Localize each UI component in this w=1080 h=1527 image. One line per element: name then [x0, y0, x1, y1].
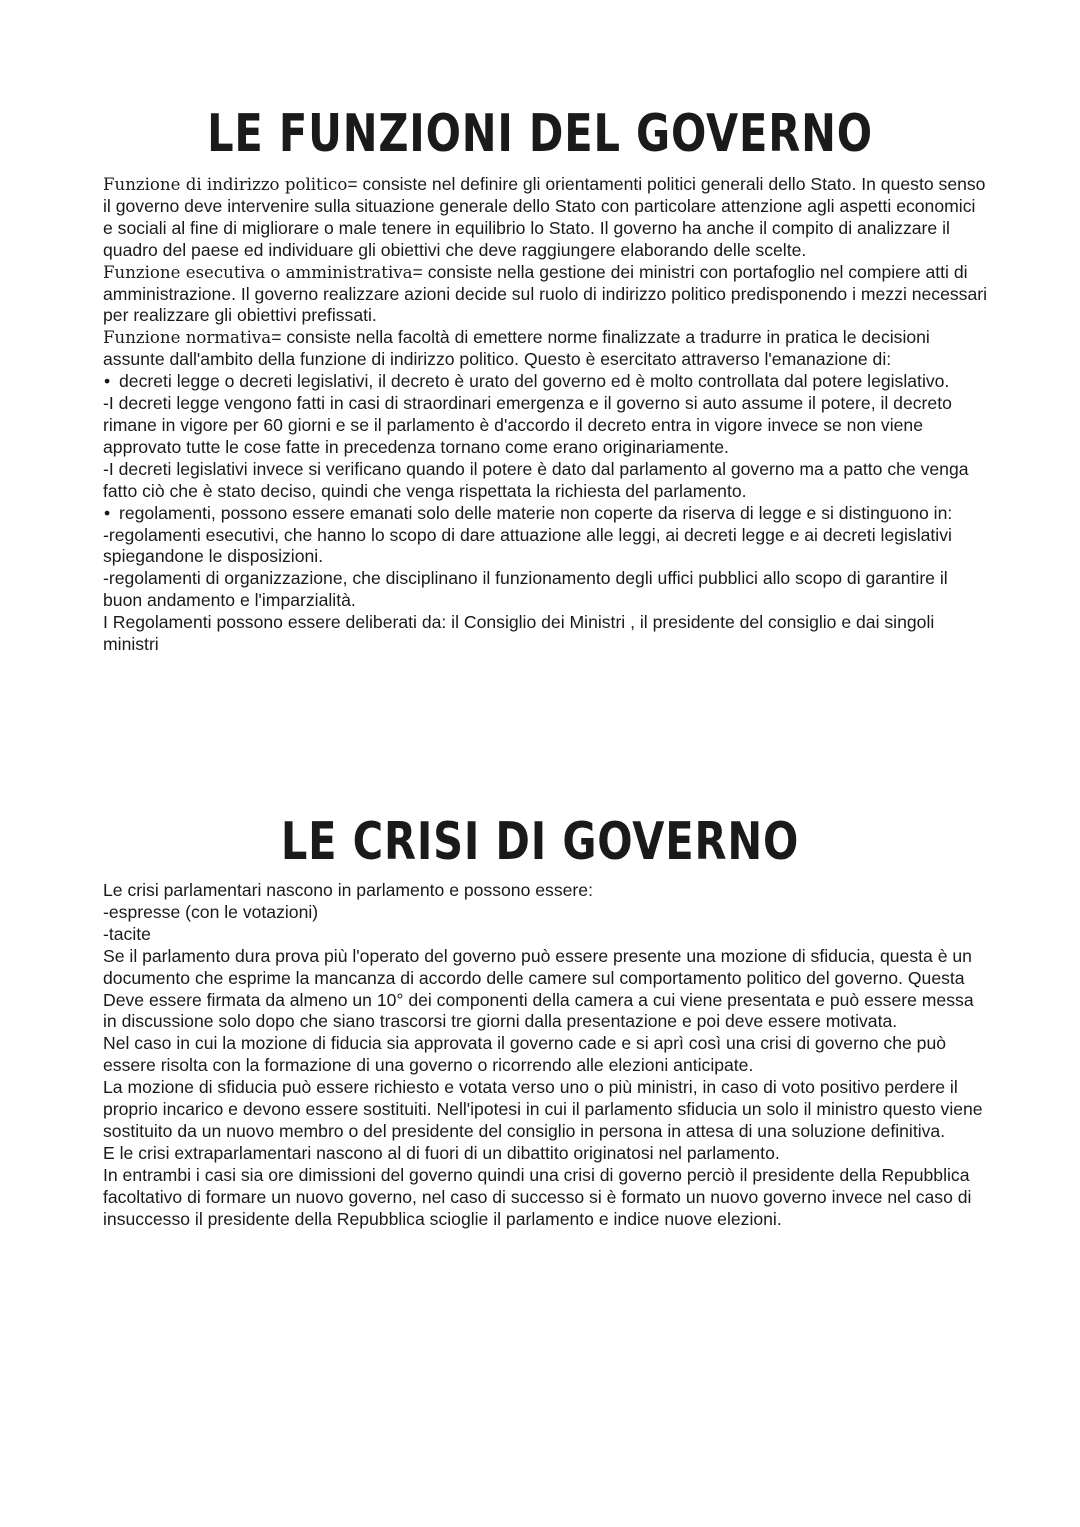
paragraph-mozione-sfiducia: Se il parlamento dura prova più l'operato del governo può essere presente una mozione di sfiducia, questa è un documento che esprime la mancanza di accordo delle camere sul comportamento politico del governo. Questa Deve essere firmata da almeno un 10° dei componenti della camera a cui viene presentata e può essere messa in discussione solo dopo che siano trascorsi tre giorni dalla presentazione e poi deve essere motivata.	[103, 945, 974, 1032]
paragraph-governo-cade: Nel caso in cui la mozione di fiducia sia approvata il governo cade e si aprì così una crisi di governo che può essere risolta con la formazione di una governo o ricorrendo alle elezioni anticipate.	[103, 1033, 947, 1076]
paragraph-regolamenti-organizzazione: -regolamenti di organizzazione, che disciplinano il funzionamento degli uffici pubblici allo scopo di garantire il buon andamento e l'imparzialità.	[103, 568, 948, 611]
paragraph-crisi-extraparlamentari: E le crisi extraparlamentari nascono al di fuori di un dibattito originatosi nel parlamento.	[103, 1142, 780, 1163]
paragraph-sfiducia-ministri: La mozione di sfiducia può essere richiesto e votata verso uno o più ministri, in caso di voto positivo perdere il proprio incarico e devono essere sostituiti. Nell'ipotesi in cui il parlamento sfiducia un solo il ministro questo viene sostituito da un nuovo membro o del presidente del consiglio in persona in attesa di una soluzione definitiva.	[103, 1077, 983, 1141]
section-title-crisi: LE CRISI DI GOVERNO	[280, 812, 800, 872]
section-body-funzioni	[103, 174, 988, 656]
bullet-decreti	[103, 371, 988, 393]
text-indirizzo-politico: = consiste nel definire gli orientamenti politici generali dello Stato. In questo senso il governo deve intervenire sulla situazione generale dello Stato con particolare attenzione agli aspetti economici e sociali al fine di migliorare o male tenere in equilibrio lo Stato. Il governo ha anche il compito di analizzare il quadro del paese ed individuare gli obiettivi che deve raggiungere elaborando delle scelte.	[103, 174, 986, 260]
paragraph-funzione-normativa	[103, 327, 988, 371]
paragraph-regolamenti-deliberati: I Regolamenti possono essere deliberati da: il Consiglio dei Ministri , il presidente del consiglio e dai singoli ministri	[103, 612, 935, 655]
bullet-dot-icon: •	[104, 371, 111, 392]
bullet-regolamenti-text: regolamenti, possono essere emanati solo delle materie non coperte da riserva di legge e si distinguono in:	[119, 502, 953, 523]
paragraph-funzione-esecutiva	[103, 262, 988, 328]
bullet-decreti-text: decreti legge o decreti legislativi, il decreto è urato del governo ed è molto controllata dal potere legislativo.	[119, 371, 950, 392]
text-funzione-esecutiva: = consiste nella gestione dei ministri con portafoglio nel compiere atti di amministrazione. Il governo realizzare azioni decide sul ruolo di indirizzo politico predisponendo i mezzi necessari per realizzare gli obiettivi prefissati.	[103, 261, 988, 326]
paragraph-tacite: -tacite	[103, 923, 151, 944]
section-title-funzioni: LE FUNZIONI DEL GOVERNO	[207, 104, 873, 164]
paragraph-indirizzo-politico	[103, 174, 988, 262]
term-funzione-normativa: Funzione normativa	[103, 328, 272, 348]
paragraph-decreti-legislativi: -I decreti legislativi invece si verificano quando il potere è dato dal parlamento al governo ma a patto che venga fatto ciò che è stato deciso, quindi che venga rispettata la richiesta del parlamento.	[103, 458, 969, 501]
term-funzione-esecutiva: Funzione esecutiva o amministrativa	[103, 262, 413, 282]
paragraph-crisi-parlamentari: Le crisi parlamentari nascono in parlamento e possono essere:	[103, 880, 593, 900]
paragraph-espresse: -espresse (con le votazioni)	[103, 901, 319, 922]
bullet-regolamenti	[103, 503, 988, 525]
paragraph-entrambi-casi: In entrambi i casi sia ore dimissioni del governo quindi una crisi di governo perciò il presidente della Repubblica facoltativo di formare un nuovo governo, nel caso di successo si è formato un nuovo governo invece nel caso di insuccesso il presidente della Repubblica scioglie il parlamento e indice nuove elezioni.	[103, 1164, 972, 1229]
text-funzione-normativa: = consiste nella facoltà di emettere norme finalizzate a tradurre in pratica le decisioni assunte dall'ambito della funzione di indirizzo politico. Questo è esercitato attraverso l'emanazione di:	[103, 327, 930, 370]
paragraph-regolamenti-esecutivi: -regolamenti esecutivi, che hanno lo scopo di dare attuazione alle leggi, ai decreti legge e ai decreti legislativi spiegandone le disposizioni.	[103, 524, 952, 567]
bullet-dot-icon: •	[104, 502, 111, 523]
section-body-crisi	[103, 880, 988, 1231]
term-indirizzo-politico: Funzione di indirizzo politico	[103, 175, 348, 194]
paragraph-decreti-legge: -I decreti legge vengono fatti in casi di straordinari emergenza e il governo si auto assume il potere, il decreto rimane in vigore per 60 giorni e se il parlamento è d'accordo il decreto entra in vigore invece se non viene approvato tutte le cose fatte in precedenza tornano come erano originariamente.	[103, 393, 952, 457]
